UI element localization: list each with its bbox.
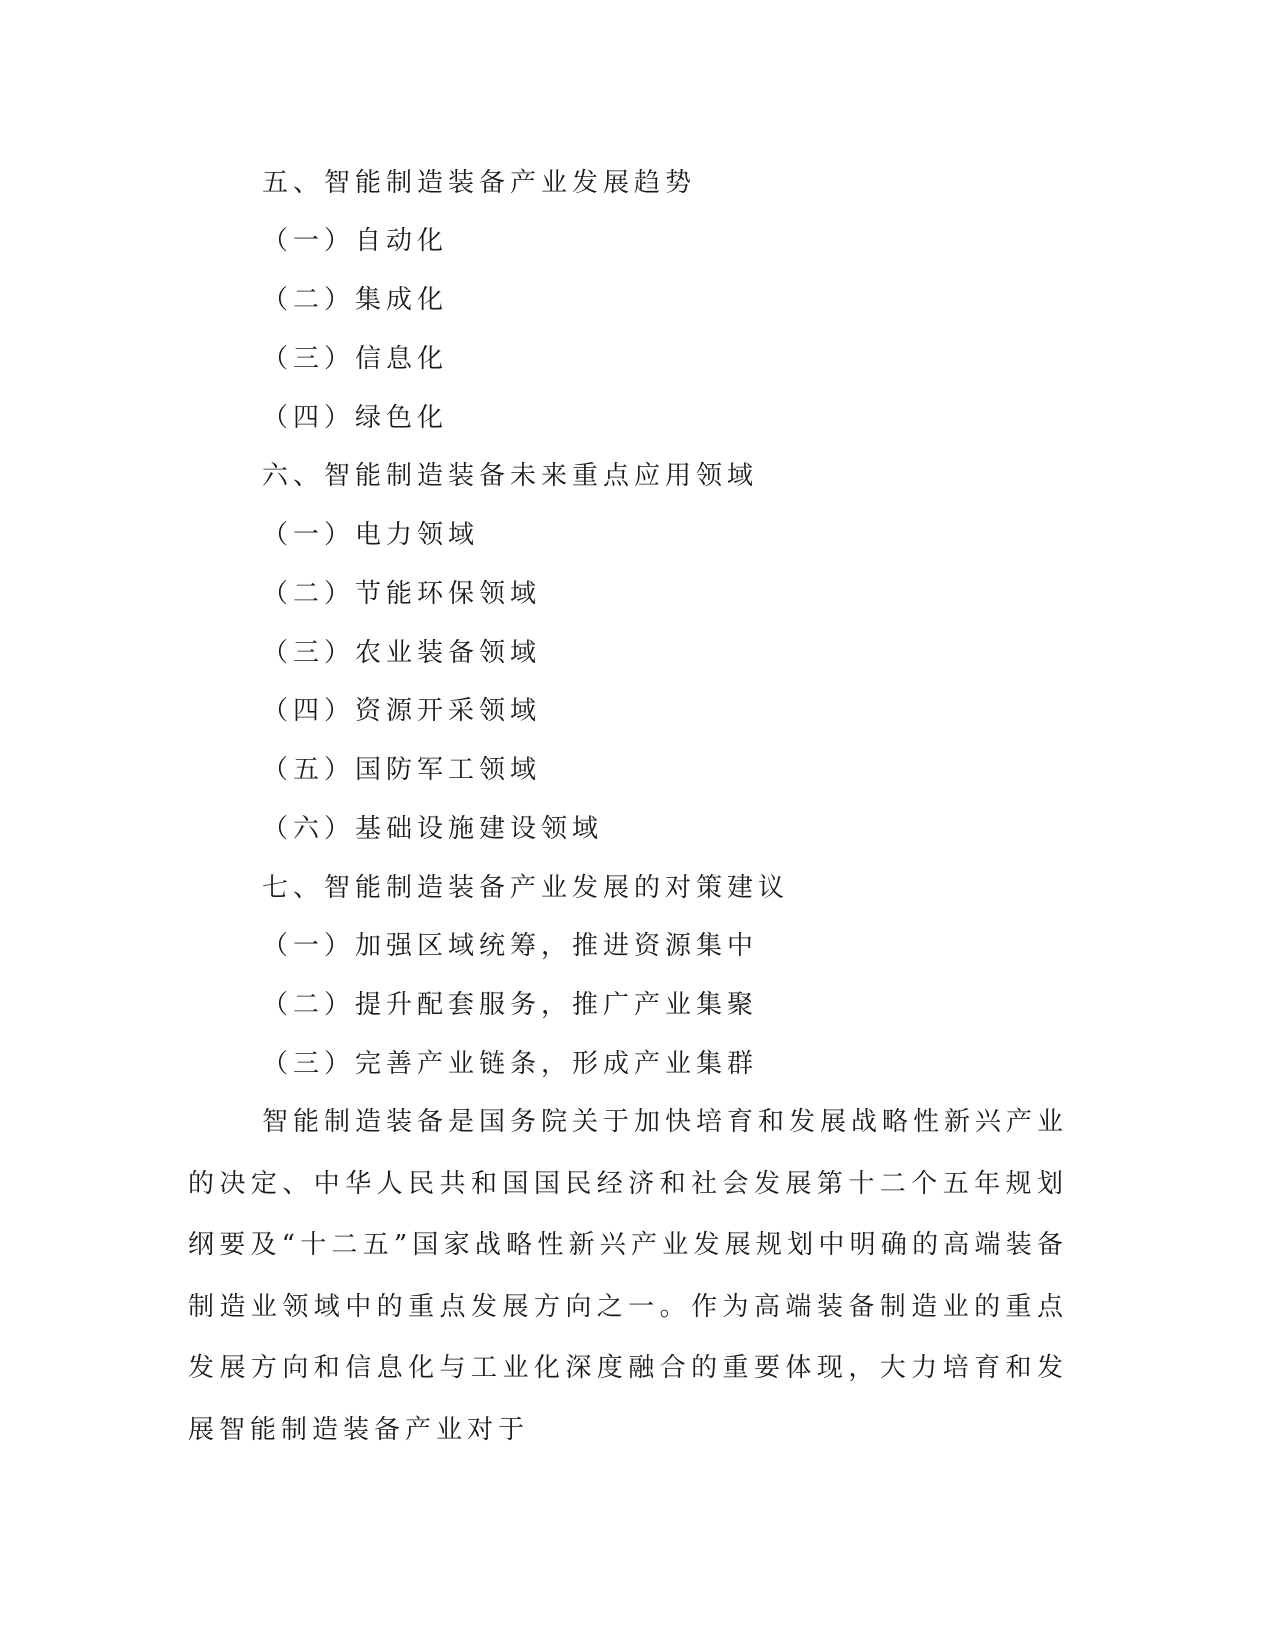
list-item: （四）资源开采领域 [262,696,542,726]
list-item: （三）信息化 [262,344,449,374]
list-item: （五）国防军工领域 [262,755,542,785]
list-item: （三）农业装备领域 [262,638,542,668]
body-paragraph: 智能制造装备是国务院关于加快培育和发展战略性新兴产业的决定、中华人民共和国国民经济和社会发展第十二个五年规划纲要及“十二五”国家战略性新兴产业发展规划中明确的高端装备制造业领域中的重点发展方向之一。作为高端装备制造业的重点发展方向和信息化与工业化深度融合的重要体现，大力培育和发展智能制造装备产业对于 [188,1107,1069,1445]
section-heading-5: 五、智能制造装备产业发展趋势 [262,168,697,198]
list-item: （四）绿色化 [262,403,449,433]
list-item: （一）自动化 [262,226,449,256]
section-heading-7: 七、智能制造装备产业发展的对策建议 [262,873,790,903]
list-item: （二）集成化 [262,285,449,315]
list-item: （六）基础设施建设领域 [262,814,604,844]
list-item: （一）加强区域统筹，推进资源集中 [262,931,759,961]
section-heading-6: 六、智能制造装备未来重点应用领域 [262,461,759,491]
list-item: （二）提升配套服务，推广产业集聚 [262,990,759,1020]
list-item: （三）完善产业链条，形成产业集群 [262,1049,759,1079]
list-item: （二）节能环保领域 [262,579,542,609]
list-item: （一）电力领域 [262,520,480,550]
